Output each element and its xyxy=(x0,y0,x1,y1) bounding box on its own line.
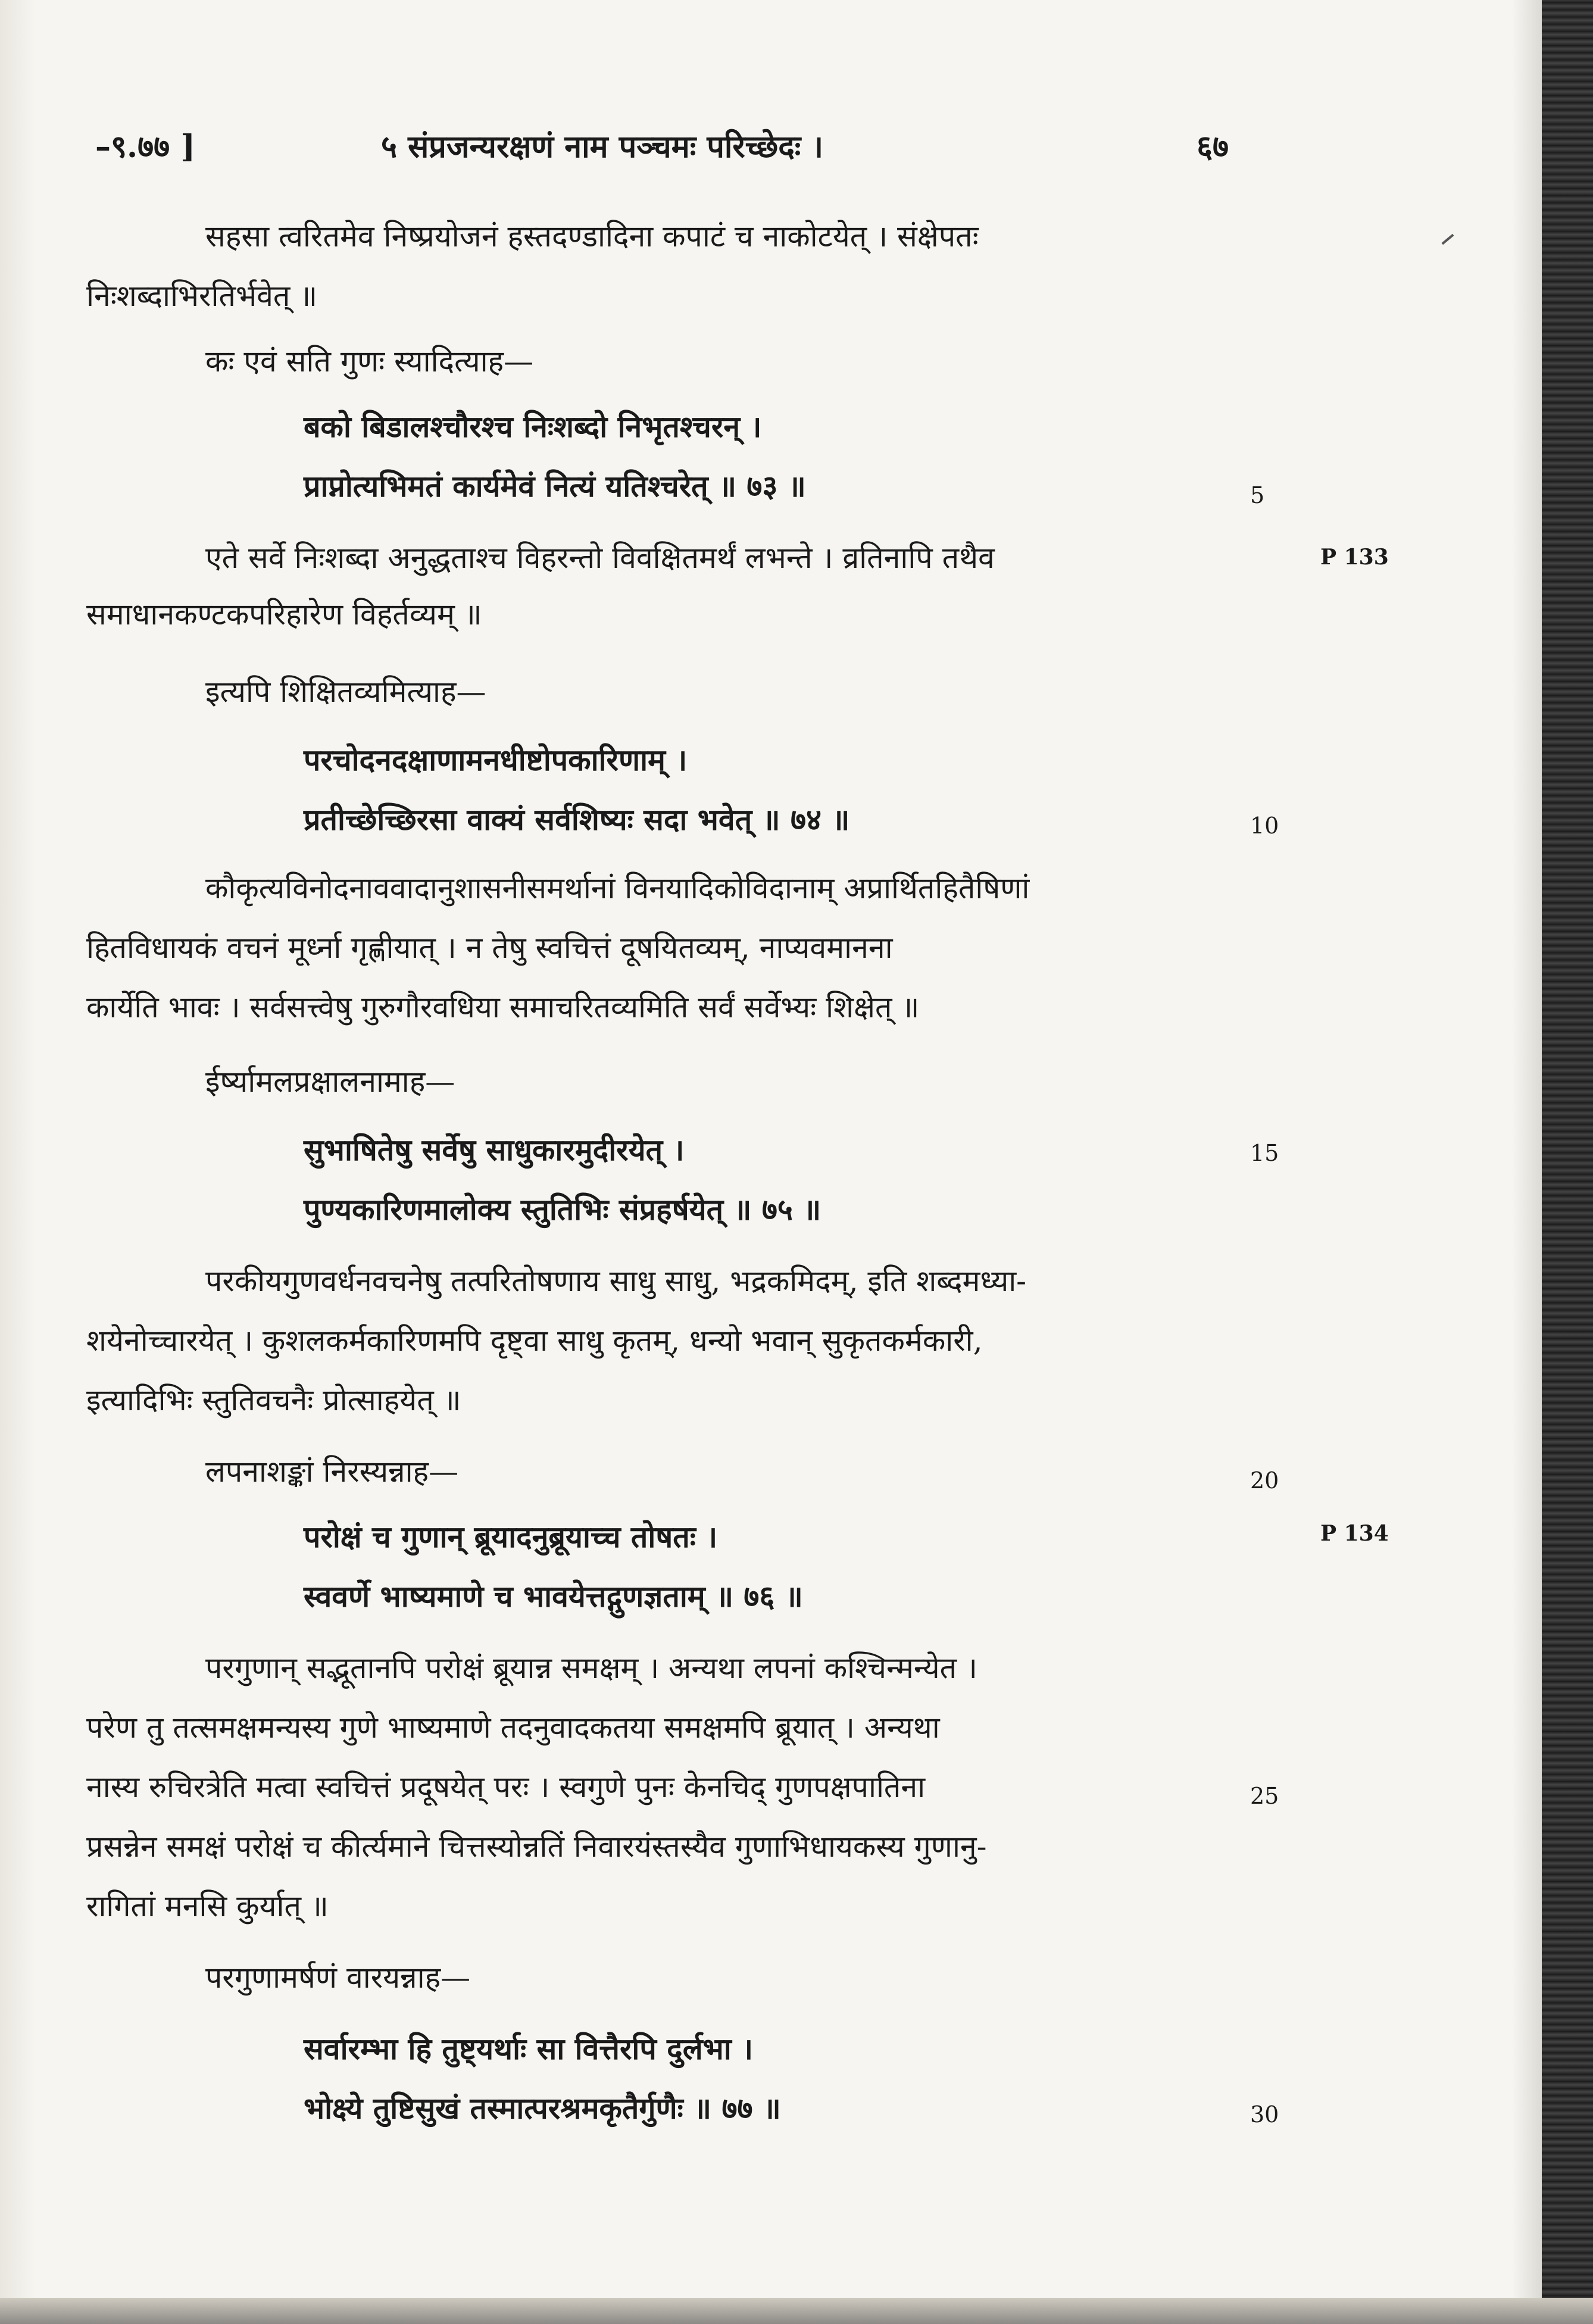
verse-line: सुभाषितेषु सर्वेषु साधुकारमुदीरयेत् । xyxy=(304,1132,685,1167)
text-line: इत्यपि शिक्षितव्यमित्याह— xyxy=(205,674,486,709)
text-line: शयेनोच्चारयेत् । कुशलकर्मकारिणमपि दृष्ट्वा साधु कृतम्, धन्यो भवान् सुकृतकर्मकारी, xyxy=(86,1323,983,1358)
verse-line: भोक्ष्ये तुष्टिसुखं तस्मात्परश्रमकृतैर्गुणैः ॥ ७७ ॥ xyxy=(304,2091,781,2126)
text-line: कार्येति भावः । सर्वसत्त्वेषु गुरुगौरवधिया समाचरितव्यमिति सर्वं सर्वेभ्यः शिक्षेत् ॥ xyxy=(86,990,920,1024)
scan-bottom-edge xyxy=(0,2298,1593,2324)
line-number: 30 xyxy=(1250,2101,1279,2128)
verse-line: परचोदनदक्षाणामनधीष्टोपकारिणाम् । xyxy=(304,742,688,777)
verse-line: स्ववर्णे भाष्यमाणे च भावयेत्तद्गुणज्ञताम् ॥ ७६ ॥ xyxy=(304,1579,803,1614)
verse-line: सर्वारम्भा हि तुष्ट्यर्थाः सा वित्तैरपि दुर्लभा । xyxy=(304,2031,754,2066)
header-left: –९.७७ ] xyxy=(95,129,195,165)
verse-line: परोक्षं च गुणान् ब्रूयादनुब्रूयाच्च तोषतः । xyxy=(304,1519,718,1554)
text-line: हितविधायकं वचनं मूर्ध्ना गृह्णीयात् । न तेषु स्वचित्तं दूषयितव्यम्, नाप्यवमानना xyxy=(86,930,893,965)
text-line: एते सर्वे निःशब्दा अनुद्धताश्च विहरन्तो विवक्षितमर्थं लभन्ते । व्रतिनापि तथैव xyxy=(205,541,995,575)
text-line: परकीयगुणवर्धनवचनेषु तत्परितोषणाय साधु साधु, भद्रकमिदम्, इति शब्दमध्या- xyxy=(205,1264,1027,1298)
margin-ref: P 133 xyxy=(1320,545,1389,570)
text-line: कौकृत्यविनोदनाववादानुशासनीसमर्थानां विनयादिकोविदानाम् अप्रार्थितहितैषिणां xyxy=(205,871,1030,905)
verse-line: प्राप्नोत्यभिमतं कार्यमेवं नित्यं यतिश्चरेत् ॥ ७३ ॥ xyxy=(304,468,806,504)
pencil-mark xyxy=(1442,234,1454,245)
text-line: समाधानकण्टकपरिहारेण विहर्तव्यम् ॥ xyxy=(86,597,482,632)
page-number: ६७ xyxy=(1197,129,1229,165)
text-line: रागितां मनसि कुर्यात् ॥ xyxy=(86,1889,329,1923)
running-title: ५ संप्रजन्यरक्षणं नाम पञ्चमः परिच्छेदः । xyxy=(381,129,824,165)
text-line: परगुणान् सद्भूतानपि परोक्षं ब्रूयान्न समक्षम् । अन्यथा लपनां कश्चिन्मन्येत । xyxy=(205,1651,977,1685)
margin-ref: P 134 xyxy=(1320,1521,1389,1546)
line-number: 20 xyxy=(1250,1467,1279,1494)
verse-line: प्रतीच्छेच्छिरसा वाक्यं सर्वशिष्यः सदा भवेत् ॥ ७४ ॥ xyxy=(304,802,850,837)
text-line: लपनाशङ्कां निरस्यन्नाह— xyxy=(205,1454,459,1489)
text-line: नास्य रुचिरत्रेति मत्वा स्वचित्तं प्रदूषयेत् परः । स्वगुणे पुनः केनचिद् गुणपक्षपातिना xyxy=(86,1770,926,1804)
text-line: सहसा त्वरितमेव निष्प्रयोजनं हस्तदण्डादिना कपाटं च नाकोटयेत् । संक्षेपतः xyxy=(205,219,979,254)
text-line: परगुणामर्षणं वारयन्नाह— xyxy=(205,1960,471,1995)
line-number: 10 xyxy=(1250,813,1279,839)
text-line: प्रसन्नेन समक्षं परोक्षं च कीर्त्यमाने चित्तस्योन्नतिं निवारयंस्तस्यैव गुणाभिधायकस्य गुणानु- xyxy=(86,1829,987,1864)
scan-dark-edge xyxy=(1542,0,1593,2324)
text-line: परेण तु तत्समक्षमन्यस्य गुणे भाष्यमाणे तदनुवादकतया समक्षमपि ब्रूयात् । अन्यथा xyxy=(86,1710,940,1745)
text-line: ईर्ष्यामलप्रक्षालनामाह— xyxy=(205,1064,455,1099)
line-number: 15 xyxy=(1250,1140,1279,1166)
text-line: कः एवं सति गुणः स्यादित्याह— xyxy=(205,344,534,379)
verse-line: पुण्यकारिणमालोक्य स्तुतिभिः संप्रहर्षयेत् ॥ ७५ ॥ xyxy=(304,1192,822,1227)
line-number: 25 xyxy=(1250,1783,1279,1809)
text-line: निःशब्दाभिरतिर्भवेत् ॥ xyxy=(86,279,318,313)
line-number: 5 xyxy=(1250,482,1265,508)
verse-line: बको बिडालश्चौरश्च निःशब्दो निभृतश्चरन् । xyxy=(304,409,762,444)
text-line: इत्यादिभिः स्तुतिवचनैः प्रोत्साहयेत् ॥ xyxy=(86,1383,461,1417)
